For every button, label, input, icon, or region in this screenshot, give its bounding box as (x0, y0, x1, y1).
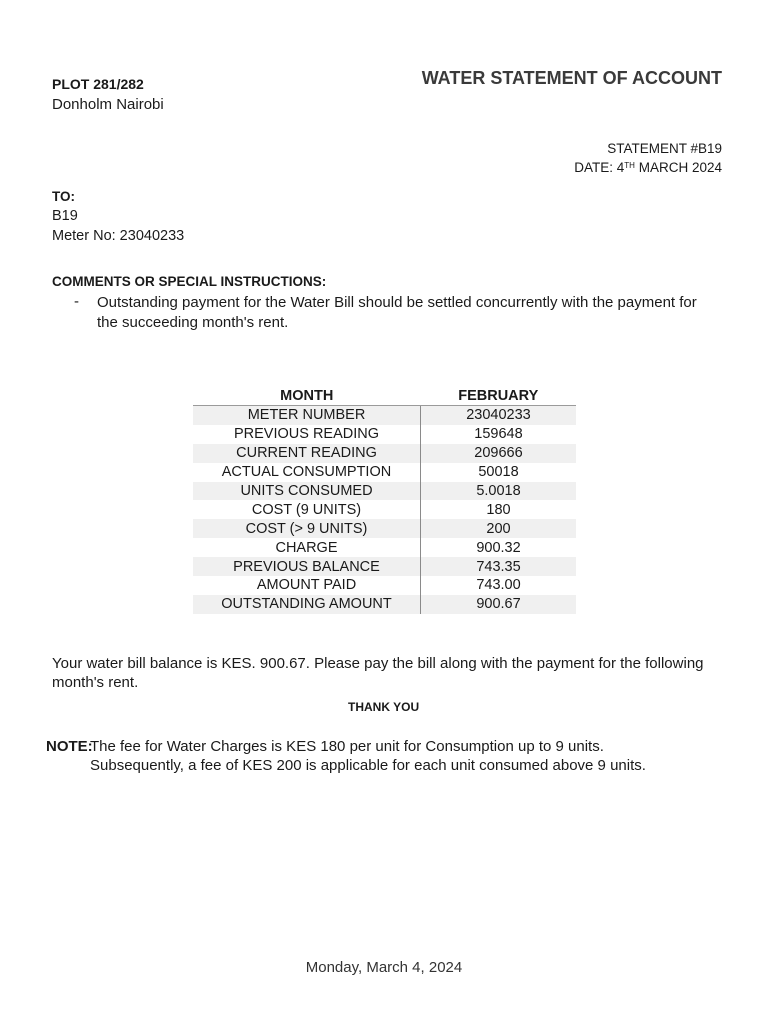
row-value: 5.0018 (421, 482, 577, 501)
thank-you: THANK YOU (348, 700, 420, 714)
recipient-unit: B19 (52, 208, 78, 224)
row-label: PREVIOUS READING (193, 425, 421, 444)
date-rest: MARCH 2024 (634, 160, 722, 175)
date-ordinal: TH (624, 161, 635, 170)
header-february: FEBRUARY (421, 386, 577, 406)
row-label: OUTSTANDING AMOUNT (193, 595, 421, 614)
to-label: TO: (52, 189, 75, 204)
table-row (193, 444, 576, 463)
document-title: WATER STATEMENT OF ACCOUNT (421, 68, 722, 88)
header-month: MONTH (193, 386, 421, 406)
table-row (193, 557, 576, 576)
row-value: 900.32 (476, 539, 521, 556)
row-label: ACTUAL CONSUMPTION (193, 463, 421, 482)
table-row (193, 576, 576, 595)
row-value: 200 (421, 519, 577, 538)
note-line-1: The fee for Water Charges is KES 180 per unit for Consumption up to 9 units. (90, 738, 604, 755)
row-value: 159648 (474, 426, 523, 443)
note-label: NOTE: (46, 738, 93, 755)
row-value: 743.00 (476, 577, 521, 594)
table-row (193, 425, 576, 444)
row-label: CURRENT READING (193, 444, 421, 463)
row-value: 50018 (478, 464, 519, 481)
table-header-row (193, 386, 576, 406)
statement-table (193, 386, 576, 614)
row-label: CHARGE (193, 538, 421, 557)
row-label: AMOUNT PAID (193, 576, 421, 595)
row-value: 209666 (421, 444, 577, 463)
comment-bullet: - (74, 293, 79, 310)
location: Donholm Nairobi (52, 96, 164, 113)
table-row (193, 482, 576, 501)
footer-date: Monday, March 4, 2024 (305, 959, 463, 976)
date-prefix: DATE: 4 (574, 160, 625, 175)
row-value: 23040233 (421, 406, 577, 425)
table-row (193, 595, 576, 614)
note-line-2: Subsequently, a fee of KES 200 is applicable for each unit consumed above 9 units. (90, 757, 646, 774)
table-row (193, 500, 576, 519)
plot-number: PLOT 281/282 (52, 76, 144, 92)
row-value: 900.67 (421, 595, 577, 614)
statement-number: STATEMENT #B19 (607, 141, 722, 156)
row-label: COST (9 UNITS) (193, 500, 421, 519)
meter-number: Meter No: 23040233 (52, 228, 185, 244)
row-label: METER NUMBER (193, 406, 421, 425)
table-row (193, 406, 576, 425)
comments-label: COMMENTS OR SPECIAL INSTRUCTIONS: (52, 274, 327, 289)
row-label: PREVIOUS BALANCE (193, 557, 421, 576)
row-value: 180 (486, 501, 511, 518)
statement-date (574, 160, 722, 175)
table-row (193, 538, 576, 557)
table-row (193, 519, 576, 538)
row-label: COST (> 9 UNITS) (193, 519, 421, 538)
table-row (193, 463, 576, 482)
row-value: 743.35 (421, 557, 577, 576)
row-label: UNITS CONSUMED (193, 482, 421, 501)
comment-text: Outstanding payment for the Water Bill should be settled concurrently with the payment for the succeeding month's rent. (97, 294, 697, 331)
balance-message: Your water bill balance is KES. 900.67. Please pay the bill along with the payment for the following month's rent. (52, 655, 704, 691)
